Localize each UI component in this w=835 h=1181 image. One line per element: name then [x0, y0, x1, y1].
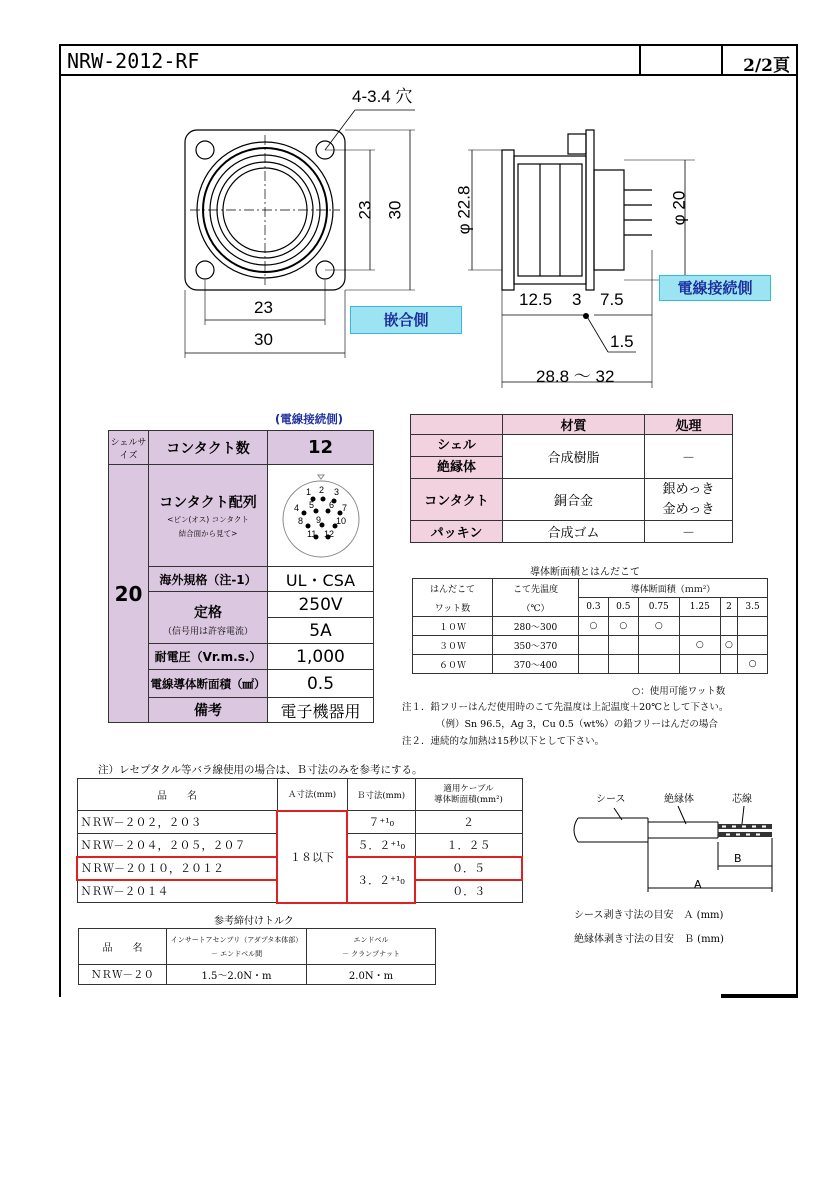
solder-mark — [679, 655, 720, 674]
mat-part-insulator: 絶縁体 — [436, 460, 476, 475]
area-1.25: 1.25 — [679, 598, 720, 617]
page-number: 2/2頁 — [743, 56, 790, 76]
solder-mark — [720, 655, 737, 674]
dim-30-horizontal: 30 — [254, 330, 273, 349]
cable-note-a: シース剥き寸法の目安 Ａ (mm) — [574, 910, 724, 921]
parts-a-value: １８以下 — [277, 811, 347, 903]
parts-h-name: 品 名 — [77, 779, 277, 811]
solder-mark — [738, 636, 768, 655]
cable-insulator-label: 絶縁体 — [664, 794, 694, 805]
divider — [639, 46, 641, 74]
dim-phi-20: φ 20 — [669, 190, 689, 226]
shell-size-label: シェルサイズ — [109, 431, 149, 465]
rating-voltage: 250V — [268, 592, 374, 618]
parts-h-cable: 適用ケーブル — [443, 783, 494, 794]
document-title: NRW-2012-RF — [67, 49, 200, 73]
mat-header-finish: 処理 — [645, 415, 733, 435]
cable-core-label: 芯線 — [732, 794, 752, 805]
mat-shell-finish: － — [645, 435, 733, 479]
torque-table — [78, 928, 436, 985]
solder-note1: 注１．鉛フリーはんだ使用時のこて先温度は上記温度＋20℃として下さい。 — [402, 702, 729, 713]
pin-12: 12 — [323, 528, 334, 539]
contact-count: 12 — [268, 431, 374, 465]
mat-contact-material: 銅合金 — [503, 479, 645, 521]
overseas-label: 海外規格（注-1） — [149, 567, 268, 592]
torque-row-name: ＮＲＷ－２０ — [79, 965, 167, 985]
rating-current: 5A — [268, 618, 374, 644]
solder-h2: こて先温度 — [512, 584, 558, 595]
area-0.5: 0.5 — [608, 598, 638, 617]
spec-caption: (電線接続側) — [275, 412, 344, 426]
pin-layout-svg — [276, 471, 366, 561]
cable-dim-b: B — [734, 852, 742, 865]
solder-title: 導体断面積とはんだこて — [530, 567, 640, 578]
pin-3: 3 — [333, 486, 339, 497]
solder-watt: ６０Ｗ — [413, 655, 493, 674]
solder-mark: ○ — [638, 617, 679, 636]
solder-note1b: （例）Sn 96.5，Ag 3，Cu 0.5（wt%）の鉛フリーはんだの場合 — [436, 719, 718, 730]
mat-shell-material: 合成樹脂 — [503, 435, 645, 479]
parts-row-name: ＮＲＷ－２０２，２０３ — [77, 811, 277, 834]
solder-mark — [608, 655, 638, 674]
withstand-label: 耐電圧（Vr.m.s.） — [149, 644, 268, 670]
mat-contact-finish-silver: 銀めっき — [662, 481, 715, 497]
parts-row-area: １．２５ — [415, 834, 522, 857]
area-2: 2 — [720, 598, 737, 617]
solder-legend: ○：使用可能ワット数 — [632, 686, 726, 697]
area-3.5: 3.5 — [738, 598, 768, 617]
torque-h-insert: インサートアセンブリ（アダプタ本体部） — [170, 935, 303, 944]
parts-row-area: ０．３ — [415, 880, 522, 903]
dim-12.5: 12.5 — [519, 290, 553, 309]
pin-7: 7 — [341, 502, 347, 513]
dim-23-horizontal: 23 — [254, 298, 273, 317]
solder-mark: ○ — [679, 636, 720, 655]
hole-dimension: 4-3.4 穴 — [352, 87, 413, 106]
cable-sheath-label: シース — [596, 794, 626, 805]
solder-temp: 370～400 — [493, 655, 579, 674]
contact-count-label: コンタクト数 — [149, 431, 268, 465]
pin-6: 6 — [328, 499, 334, 510]
title-bar — [59, 44, 798, 76]
parts-note: 注）レセプタクル等バラ線使用の場合は、Ｂ寸法のみを参考にする。 — [98, 764, 423, 776]
solder-note2: 注２．連続的な加熱は15秒以下として下さい。 — [402, 736, 605, 747]
solder-mark — [679, 617, 720, 636]
cable-diagram — [566, 790, 786, 902]
mat-part-contact: コンタクト — [411, 479, 503, 521]
dim-1.5: 1.5 — [610, 332, 634, 351]
layout-label: コンタクト配列 — [159, 495, 257, 511]
pin-2: 2 — [318, 484, 324, 495]
torque-row-v2: 2.0N・m — [307, 965, 436, 985]
solder-temp: 280～300 — [493, 617, 579, 636]
torque-h-endbell: エンドベル — [353, 935, 389, 944]
solder-watt: １０Ｗ — [413, 617, 493, 636]
cable-dim-a: A — [694, 878, 702, 891]
wire-area-label: 電線導体断面積（㎟） — [149, 670, 268, 698]
dim-3: 3 — [572, 290, 582, 309]
solder-mark — [608, 636, 638, 655]
overseas-value: UL・CSA — [268, 567, 374, 592]
solder-mark: ○ — [579, 617, 609, 636]
dim-phi-22.8: φ 22.8 — [454, 185, 474, 235]
mating-side-label: 嵌合側 — [350, 306, 462, 334]
mat-packing-finish: － — [645, 521, 733, 543]
frame-right — [796, 76, 798, 997]
dim-28.8-32: 28.8 ～ 32 — [536, 367, 615, 386]
solder-table — [412, 578, 768, 674]
pin-5: 5 — [308, 499, 314, 510]
withstand-value: 1,000 — [268, 644, 374, 670]
cable-note-b: 絶縁体剥き寸法の目安 Ｂ (mm) — [574, 934, 724, 945]
torque-title: 参考締付けトルク — [214, 916, 294, 927]
divider — [721, 46, 723, 74]
solder-h1b: ワット数 — [434, 603, 471, 614]
solder-h2b: （℃） — [521, 603, 550, 614]
solder-mark — [579, 655, 609, 674]
torque-row-v1: 1.5～2.0N・m — [167, 965, 307, 985]
parts-table — [76, 778, 523, 904]
remarks-label: 備考 — [149, 698, 268, 723]
parts-h-area: 導体断面積(mm²) — [434, 794, 503, 805]
remarks-value: 電子機器用 — [268, 698, 374, 723]
pin-8: 8 — [297, 515, 303, 526]
parts-h-b: Ｂ寸法(mm) — [347, 779, 415, 811]
side-view-drawing — [440, 120, 700, 390]
parts-row-name: ＮＲＷ－２０４，２０５，２０７ — [77, 834, 277, 857]
layout-sub1: <ピン(オス) コンタクト — [167, 515, 249, 524]
mat-part-packing: パッキン — [411, 521, 503, 543]
pin-9: 9 — [315, 514, 321, 525]
torque-h-endbell-sub: － クランプナット — [341, 949, 401, 958]
solder-h3: 導体断面積（ｍｍ²） — [579, 579, 768, 598]
solder-mark — [738, 617, 768, 636]
contact-layout-diagram — [268, 465, 374, 567]
solder-mark — [638, 655, 679, 674]
solder-mark: ○ — [720, 636, 737, 655]
area-0.75: 0.75 — [638, 598, 679, 617]
area-0.3: 0.3 — [579, 598, 609, 617]
mat-header-material: 材質 — [503, 415, 645, 435]
parts-row-area: ２ — [415, 811, 522, 834]
shell-size: 20 — [109, 465, 149, 723]
pin-4: 4 — [293, 502, 299, 513]
spec-table — [108, 430, 374, 723]
solder-mark — [720, 617, 737, 636]
pin-1: 1 — [305, 486, 311, 497]
pin-11: 11 — [306, 528, 316, 539]
torque-h-insert-sub: － エンドベル間 — [210, 949, 263, 958]
parts-row-b-highlight: ３．２⁺¹₀ — [347, 857, 415, 903]
dim-30-vertical: 30 — [385, 200, 405, 220]
solder-mark: ○ — [738, 655, 768, 674]
mat-packing-material: 合成ゴム — [503, 521, 645, 543]
solder-h1: はんだこて — [429, 584, 475, 595]
parts-row-b: ７⁺¹₀ — [347, 811, 415, 834]
dim-7.5: 7.5 — [600, 290, 624, 309]
mat-contact-finish-gold: 金めっき — [662, 501, 715, 517]
layout-sub2: 結合面から見て> — [178, 529, 238, 538]
dim-23-vertical: 23 — [355, 200, 375, 220]
solder-mark — [638, 636, 679, 655]
mat-part-shell: シェル — [411, 435, 502, 457]
frame-bottom — [721, 994, 798, 998]
mat-header-blank — [411, 415, 503, 435]
rating-label: 定格 — [194, 605, 222, 621]
solder-mark: ○ — [608, 617, 638, 636]
rating-sub: （信号用は許容電流） — [162, 627, 253, 637]
parts-h-a: Ａ寸法(mm) — [277, 779, 347, 811]
wire-side-label: 電線接続側 — [659, 275, 771, 301]
torque-h-name: 品 名 — [79, 929, 167, 965]
wire-area-value: 0.5 — [268, 670, 374, 698]
solder-mark — [579, 636, 609, 655]
solder-temp: 350～370 — [493, 636, 579, 655]
solder-watt: ３０Ｗ — [413, 636, 493, 655]
pin-10: 10 — [335, 515, 346, 526]
parts-row-area-highlight: ０．５ — [415, 857, 522, 880]
parts-row-b: ５．２⁺¹₀ — [347, 834, 415, 857]
frame-left — [59, 76, 61, 997]
materials-table — [410, 414, 733, 543]
parts-row-name: ＮＲＷ－２０１４ — [77, 880, 277, 903]
parts-row-name-highlight: ＮＲＷ－２０１０，２０１２ — [77, 857, 277, 880]
